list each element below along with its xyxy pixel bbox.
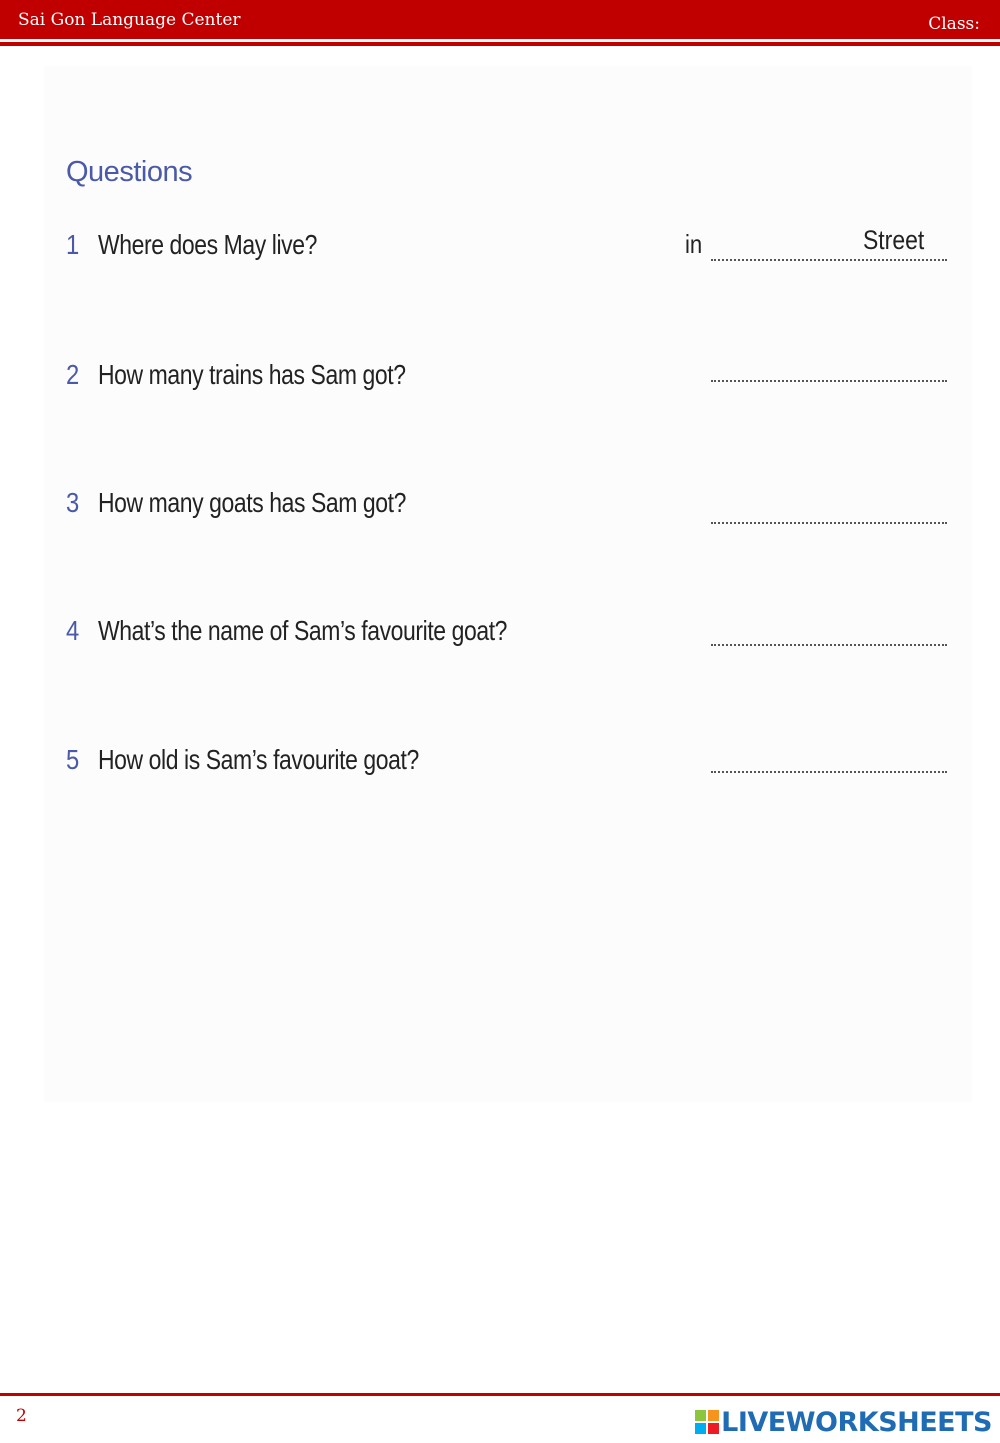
question-2 bbox=[66, 359, 956, 399]
header-bar bbox=[0, 0, 1000, 39]
question-3 bbox=[66, 487, 956, 527]
answer-suffix: Street bbox=[863, 225, 925, 255]
question-text: What’s the name of Sam’s favourite goat? bbox=[98, 615, 508, 646]
question-number: 5 bbox=[66, 744, 80, 775]
answer-input-3[interactable] bbox=[711, 522, 947, 524]
answer-input-5[interactable] bbox=[711, 771, 947, 773]
liveworksheets-logo bbox=[695, 1404, 992, 1440]
header-divider bbox=[0, 42, 1000, 46]
question-number: 1 bbox=[66, 229, 80, 260]
question-number: 2 bbox=[66, 359, 80, 390]
question-1 bbox=[66, 225, 956, 269]
answer-input-4[interactable] bbox=[711, 644, 947, 646]
question-text: How many goats has Sam got? bbox=[98, 487, 406, 518]
logo-grid-icon bbox=[695, 1410, 719, 1434]
answer-input-1[interactable] bbox=[711, 259, 947, 261]
answer-input-2[interactable] bbox=[711, 380, 947, 382]
answer-prefix: in bbox=[685, 229, 703, 259]
question-text: How many trains has Sam got? bbox=[98, 359, 406, 390]
question-4 bbox=[66, 615, 956, 655]
center-name: Sai Gon Language Center bbox=[18, 10, 241, 30]
question-text: How old is Sam’s favourite goat? bbox=[98, 744, 419, 775]
questions-heading: Questions bbox=[66, 156, 193, 188]
question-number: 4 bbox=[66, 615, 80, 646]
worksheet-panel bbox=[44, 66, 972, 1102]
footer-divider bbox=[0, 1393, 1000, 1396]
class-label: Class: bbox=[928, 14, 980, 34]
question-text: Where does May live? bbox=[98, 229, 317, 260]
question-number: 3 bbox=[66, 487, 80, 518]
page-number: 2 bbox=[16, 1406, 27, 1426]
brand-text: LIVEWORKSHEETS bbox=[721, 1406, 992, 1438]
question-5 bbox=[66, 744, 956, 784]
